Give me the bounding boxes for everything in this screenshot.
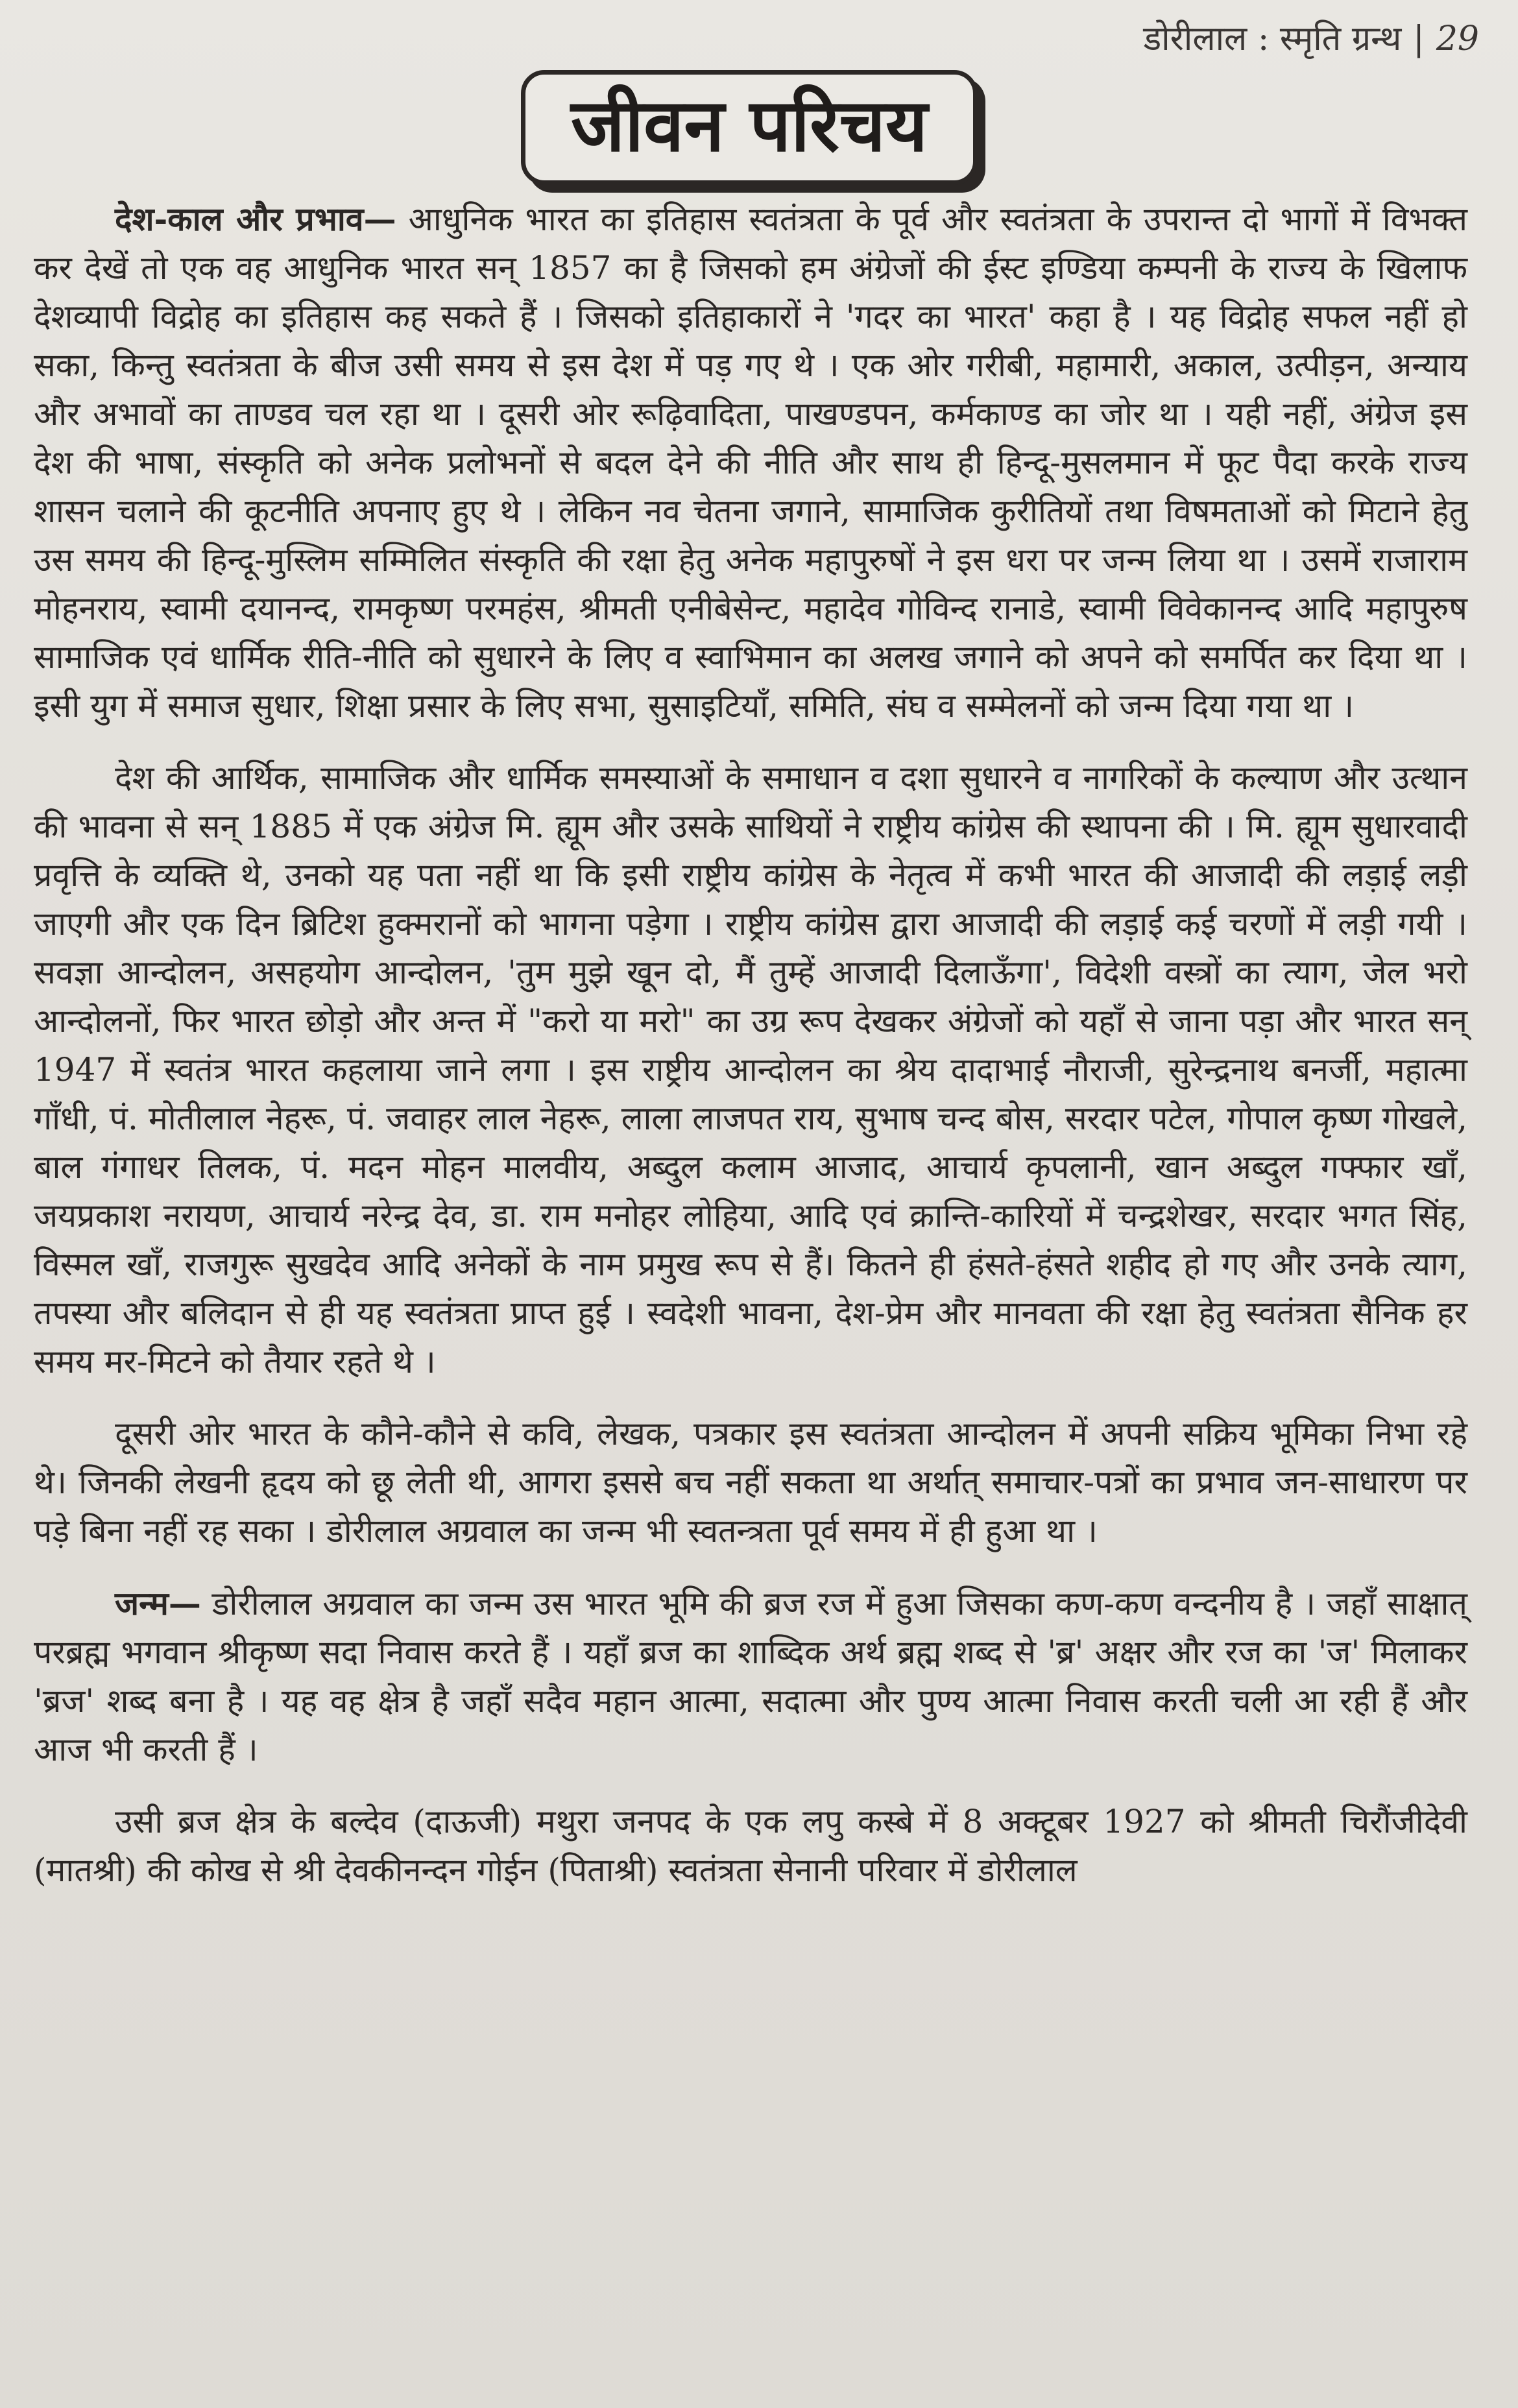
paragraph-lead: जन्म— [115,1584,201,1622]
header-separator: | [1413,19,1425,58]
body-text [34,195,1467,1918]
paragraph-text: देश की आर्थिक, सामाजिक और धार्मिक समस्याओं के समाधान व दशा सुधारने व नागरिकों के कल्याण और उत्थान की भावना से सन् 1885 में एक अंग्रेज मि. ह्यूम और उसके साथियों ने राष्ट्रीय कांग्रेस की स्थापना की । मि. ह्यूम सुधारवादी प्रवृत्ति के व्यक्ति थे, उनको यह पता नहीं था कि इसी राष्ट्रीय कांग्रेस के नेतृत्व में कभी भारत की आजादी की लड़ाई लड़ी जाएगी और एक दिन ब्रिटिश हुक्मरानों को भागना पड़ेगा । राष्ट्रीय कांग्रेस द्वारा आजादी की लड़ाई कई चरणों में लड़ी गयी । सवज्ञा आन्दोलन, असहयोग आन्दोलन, 'तुम मुझे खून दो, मैं तुम्हें आजादी दिलाऊँगा', विदेशी वस्त्रों का त्याग, जेल भरो आन्दोलनों, फिर भारत छोड़ो और अन्त में "करो या मरो" का उग्र रूप देखकर अंग्रेजों को यहाँ से जाना पड़ा और भारत सन् 1947 में स्वतंत्र भारत कहलाया जाने लगा । इस राष्ट्रीय आन्दोलन का श्रेय दादाभाई नौराजी, सुरेन्द्रनाथ बनर्जी, महात्मा गाँधी, पं. मोतीलाल नेहरू, पं. जवाहर लाल नेहरू, लाला लाजपत राय, सुभाष चन्द बोस, सरदार पटेल, गोपाल कृष्ण गोखले, बाल गंगाधर तिलक, पं. मदन मोहन मालवीय, अब्दुल कलाम आजाद, आचार्य कृपलानी, खान अब्दुल गफ्फार खाँ, जयप्रकाश नरायण, आचार्य नरेन्द्र देव, डा. राम मनोहर लोहिया, आदि एवं क्रान्ति-कारियों में चन्द्रशेखर, सरदार भगत सिंह, विस्मल खाँ, राजगुरू सुखदेव आदि अनेकों के नाम प्रमुख रूप से हैं। कितने ही हंसते-हंसते शहीद हो गए और उनके त्याग, तपस्या और बलिदान से ही यह स्वतंत्रता प्राप्त हुई । स्वदेशी भावना, देश-प्रेम और मानवता की रक्षा हेतु स्वतंत्रता सैनिक हर समय मर-मिटने को तैयार रहते थे । [34,759,1467,1380]
paragraph-text: उसी ब्रज क्षेत्र के बल्देव (दाऊजी) मथुरा जनपद के एक लपु कस्बे में 8 अक्टूबर 1927 को श्रीमती चिरौंजीदेवी (मातश्री) की कोख से श्री देवकीनन्दन गोईन (पिताश्री) स्वतंत्रता सेनानी परिवार में डोरीलाल [34,1803,1467,1889]
running-header [1143,14,1479,60]
page-number: 29 [1436,19,1479,58]
book-title: डोरीलाल : स्मृति ग्रन्थ [1143,19,1402,58]
paragraph-congress [34,754,1467,1386]
paragraph-text: आधुनिक भारत का इतिहास स्वतंत्रता के पूर्व और स्वतंत्रता के उपरान्त दो भागों में विभक्त कर देखें तो एक वह आधुनिक भारत सन् 1857 का है जिसको हम अंग्रेजों की ईस्ट इण्डिया कम्पनी के राज्य के खिलाफ देशव्यापी विद्रोह का इतिहास कह सकते हैं । जिसको इतिहाकारों ने 'गदर का भारत' कहा है । यह विद्रोह सफल नहीं हो सका, किन्तु स्वतंत्रता के बीज उसी समय से इस देश में पड़ गए थे । एक ओर गरीबी, महामारी, अकाल, उत्पीड़न, अन्याय और अभावों का ताण्डव चल रहा था । दूसरी ओर रूढ़िवादिता, पाखण्डपन, कर्मकाण्ड का जोर था । यही नहीं, अंग्रेज इस देश की भाषा, संस्कृति को अनेक प्रलोभनों से बदल देने की नीति और साथ ही हिन्दू-मुसलमान में फूट पैदा करके राज्य शासन चलाने की कूटनीति अपनाए हुए थे । लेकिन नव चेतना जगाने, सामाजिक कुरीतियों तथा विषमताओं को मिटाने हेतु उस समय की हिन्दू-मुस्लिम सम्मिलित संस्कृति की रक्षा हेतु अनेक महापुरुषों ने इस धरा पर जन्म लिया था । उसमें राजाराम मोहनराय, स्वामी दयानन्द, रामकृष्ण परमहंस, श्रीमती एनीबेसेन्ट, महादेव गोविन्द रानाडे, स्वामी विवेकानन्द आदि महापुरुष सामाजिक एवं धार्मिक रीति-नीति को सुधारने के लिए व स्वाभिमान का अलख जगाने को अपने को समर्पित कर दिया था । इसी युग में समाज सुधार, शिक्षा प्रसार के लिए सभा, सुसाइटियाँ, समिति, संघ व सम्मेलनों को जन्म दिया गया था । [34,200,1467,725]
page-title: जीवन परिचय [521,70,978,185]
page-title-wrapper [0,70,1518,185]
paragraph-text: दूसरी ओर भारत के कौने-कौने से कवि, लेखक, पत्रकार इस स्वतंत्रता आन्दोलन में अपनी सक्रिय भूमिका निभा रहे थे। जिनकी लेखनी हृदय को छू लेती थी, आगरा इससे बच नहीं सकता था अर्थात् समाचार-पत्रों का प्रभाव जन-साधारण पर पड़े बिना नहीं रह सका । डोरीलाल अग्रवाल का जन्म भी स्वतन्त्रता पूर्व समय में ही हुआ था । [34,1415,1467,1550]
paragraph-janm [34,1579,1467,1774]
paragraph-desh-kaal [34,195,1467,730]
paragraph-text: डोरीलाल अग्रवाल का जन्म उस भारत भूमि की ब्रज रज में हुआ जिसका कण-कण वन्दनीय है । जहाँ साक्षात् परब्रह्म भगवान श्रीकृष्ण सदा निवास करते हैं । यहाँ ब्रज का शाब्दिक अर्थ ब्रह्म शब्द से 'ब्र' अक्षर और रज का 'ज' मिलाकर 'ब्रज' शब्द बना है । यह वह क्षेत्र है जहाँ सदैव महान आत्मा, सदात्मा और पुण्य आत्मा निवास करती चली आ रही हैं और आज भी करती हैं । [34,1585,1467,1768]
paragraph-lead: देश-काल और प्रभाव— [115,200,396,238]
paragraph-braj-region [34,1798,1467,1895]
paragraph-writers [34,1410,1467,1556]
